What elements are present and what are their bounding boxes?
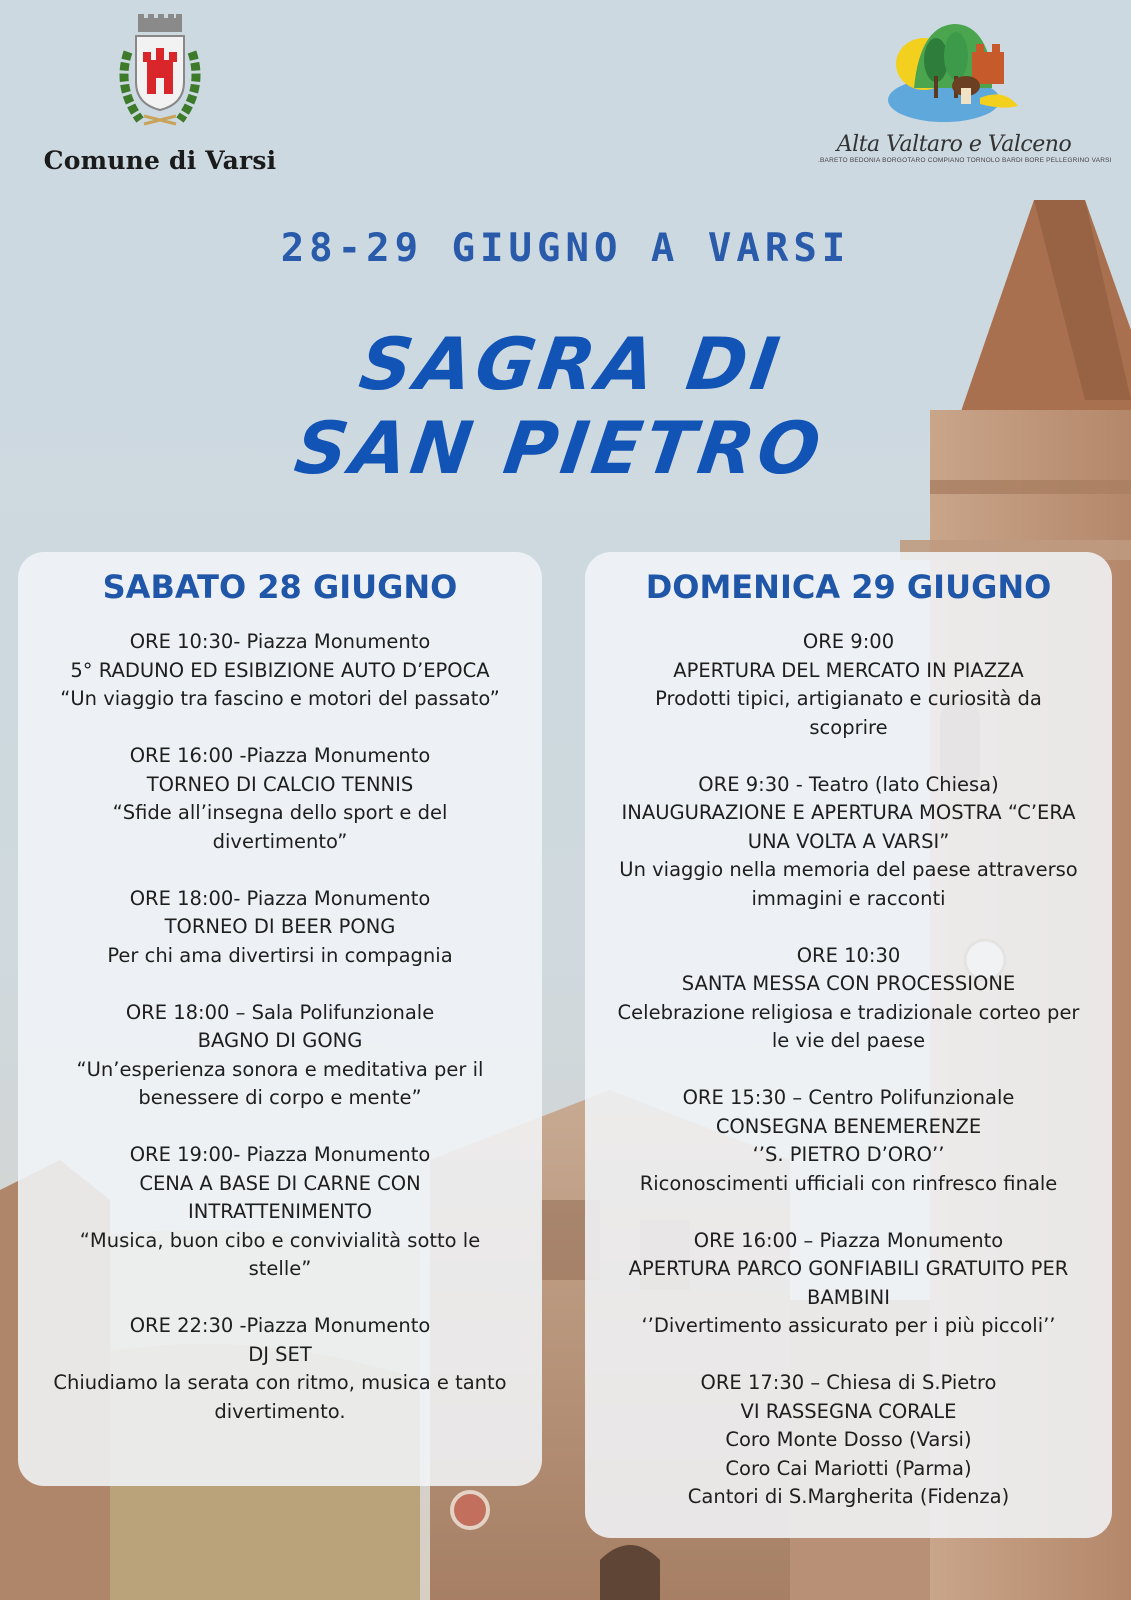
saturday-program-panel <box>18 552 542 1486</box>
event-time-location: ORE 16:00 – Piazza Monumento <box>693 1228 1004 1252</box>
event-description: Chiudiamo la serata con ritmo, musica e tanto <box>53 1371 507 1394</box>
event-description: BAMBINI <box>806 1285 890 1309</box>
sunday-event <box>585 1369 1112 1512</box>
event-description: ‘’S. PIETRO D’ORO’’ <box>752 1143 945 1166</box>
event-name: INAUGURAZIONE E APERTURA MOSTRA “C’ERA <box>621 801 1076 824</box>
brand-logo <box>818 18 1112 164</box>
event-time-location: ORE 16:00 -Piazza Monumento <box>129 744 431 767</box>
event-description: “Musica, buon cibo e convivialità sotto le <box>79 1228 481 1252</box>
event-time-location: ORE 22:30 -Piazza Monumento <box>129 1314 431 1337</box>
sunday-event <box>585 771 1112 914</box>
brand-towns: .BARETO BEDONIA BORGOTARO COMPIANO TORNOLO BARDI BORE PELLEGRINO VARSI <box>818 157 1112 164</box>
event-time-location: ORE 19:00- Piazza Monumento <box>129 1143 431 1166</box>
event-title <box>0 322 1131 490</box>
event-title-line-2: SAN PIETRO <box>289 406 830 490</box>
castle-crest-icon <box>110 12 210 138</box>
event-description: divertimento” <box>212 829 348 853</box>
sunday-event-list <box>585 628 1112 1512</box>
saturday-event <box>18 885 542 971</box>
event-title-line-1: SAGRA DI <box>354 322 789 406</box>
event-name: TORNEO DI CALCIO TENNIS <box>146 772 414 796</box>
event-name: VI RASSEGNA CORALE <box>740 1399 957 1423</box>
event-description: UNA VOLTA A VARSI” <box>747 829 950 853</box>
event-description: INTRATTENIMENTO <box>188 1200 372 1223</box>
brand-name: Alta Valtaro e Valceno <box>836 132 1072 157</box>
event-description: “Sfide all’insegna dello sport e del <box>112 801 448 824</box>
event-description: Per chi ama divertirsi in compagnia <box>107 943 453 967</box>
event-description: scoprire <box>809 715 888 739</box>
event-description: ‘’Divertimento assicurato per i più piccoli’’ <box>641 1314 1056 1337</box>
event-time-location: ORE 18:00- Piazza Monumento <box>129 886 431 910</box>
sunday-program-panel <box>585 552 1112 1538</box>
event-name: 5° RADUNO ED ESIBIZIONE AUTO D’EPOCA <box>70 658 490 682</box>
event-description: le vie del paese <box>771 1029 926 1052</box>
event-description: “Un viaggio tra fascino e motori del passato” <box>60 687 500 710</box>
event-description: stelle” <box>248 1257 312 1280</box>
saturday-event-list <box>18 628 542 1426</box>
trees-castle-logo-icon <box>884 18 1024 126</box>
event-description: Coro Cai Mariotti (Parma) <box>725 1456 972 1480</box>
event-description: Coro Monte Dosso (Varsi) <box>725 1428 972 1451</box>
comune-logo <box>40 12 280 175</box>
sunday-event <box>585 1084 1112 1198</box>
saturday-heading: SABATO 28 GIUGNO <box>102 568 458 606</box>
event-description: divertimento. <box>214 1399 346 1423</box>
event-time-location: ORE 9:30 - Teatro (lato Chiesa) <box>698 772 999 796</box>
saturday-event <box>18 628 542 714</box>
municipality-name: Comune di Varsi <box>43 146 277 175</box>
saturday-event <box>18 1141 542 1284</box>
event-description: Prodotti tipici, artigianato e curiosità da <box>655 687 1042 710</box>
event-name: BAGNO DI GONG <box>197 1029 363 1052</box>
event-name: APERTURA PARCO GONFIABILI GRATUITO PER <box>628 1257 1069 1280</box>
event-description: immagini e racconti <box>751 886 946 910</box>
event-description: Cantori di S.Margherita (Fidenza) <box>687 1485 1010 1508</box>
event-time-location: ORE 9:00 <box>802 630 895 653</box>
saturday-event <box>18 742 542 856</box>
event-time-location: ORE 17:30 – Chiesa di S.Pietro <box>700 1371 997 1394</box>
event-description: Un viaggio nella memoria del paese attraverso <box>619 858 1078 881</box>
event-name: DJ SET <box>248 1342 312 1366</box>
event-description: Celebrazione religiosa e tradizionale corteo per <box>617 1000 1080 1024</box>
event-description: Riconoscimenti ufficiali con rinfresco finale <box>639 1171 1058 1195</box>
sunday-event <box>585 1227 1112 1341</box>
sunday-event <box>585 628 1112 742</box>
event-name: SANTA MESSA CON PROCESSIONE <box>681 972 1016 995</box>
event-name: CONSEGNA BENEMERENZE <box>715 1114 982 1138</box>
sunday-event <box>585 942 1112 1056</box>
event-description: benessere di corpo e mente” <box>138 1086 422 1109</box>
event-date: 28-29 GIUGNO A VARSI <box>280 226 851 271</box>
saturday-event <box>18 1312 542 1426</box>
event-description: “Un’esperienza sonora e meditativa per il <box>76 1057 484 1081</box>
event-time-location: ORE 18:00 – Sala Polifunzionale <box>125 1000 435 1024</box>
event-time-location: ORE 10:30- Piazza Monumento <box>129 630 431 653</box>
event-name: APERTURA DEL MERCATO IN PIAZZA <box>673 658 1024 682</box>
sunday-heading: DOMENICA 29 GIUGNO <box>645 568 1052 606</box>
saturday-event <box>18 999 542 1113</box>
event-name: TORNEO DI BEER PONG <box>164 915 396 938</box>
event-name: CENA A BASE DI CARNE CON <box>139 1171 421 1195</box>
event-time-location: ORE 10:30 <box>796 943 901 967</box>
event-time-location: ORE 15:30 – Centro Polifunzionale <box>682 1086 1015 1109</box>
